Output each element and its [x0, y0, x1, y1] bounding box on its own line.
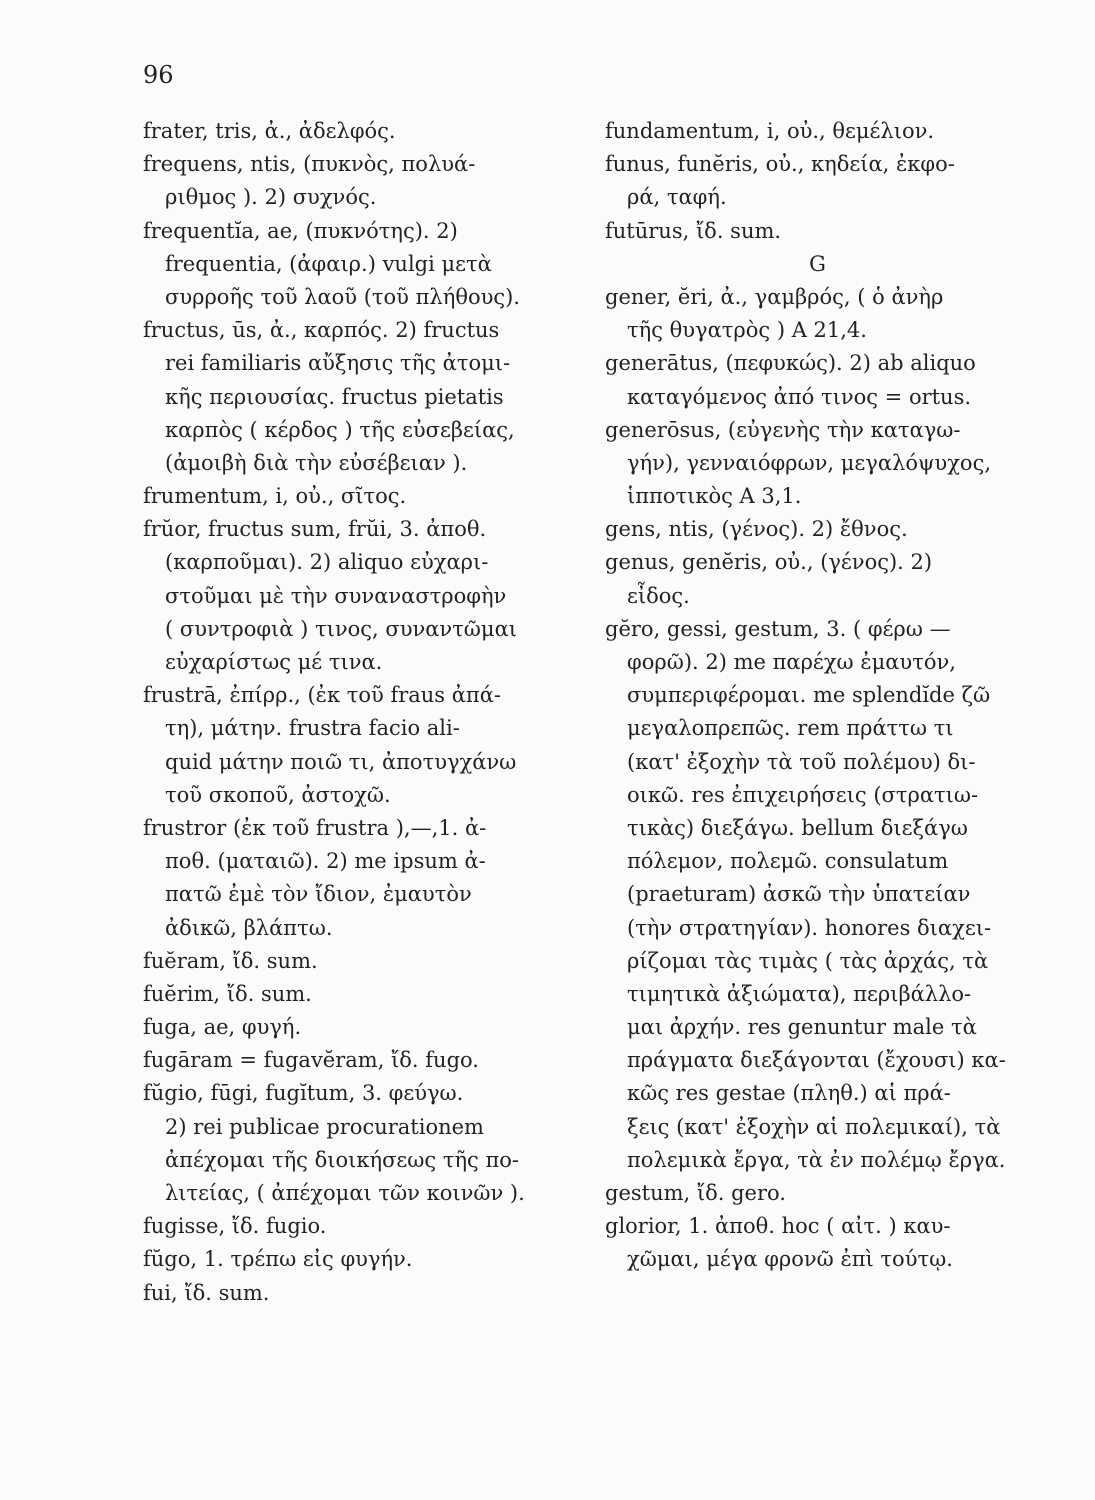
entry-line: quid μάτην ποιῶ τι, ἀποτυγχάνω — [165, 749, 517, 774]
entry-line: (κατ' ἐξοχὴν τὰ τοῦ πολέμου) δι- — [627, 749, 976, 774]
entry-line: generōsus, (εὐγενὴς τὴν καταγω- — [605, 417, 961, 442]
entry-line: οικῶ. res ἐπιχειρήσεις (στρατιω- — [627, 782, 979, 807]
entry-line: τη), μάτην. frustra facio ali- — [165, 716, 460, 741]
entry-line: πράγματα διεξάγονται (ἔχουσι) κα- — [627, 1048, 1006, 1073]
entry-line: λιτείας, ( ἀπέχομαι τῶν κοινῶν ). — [165, 1181, 525, 1205]
entry-line: frequens, ntis, (πυκνὸς, πολυά- — [143, 152, 476, 177]
entry-line: ἀπέχομαι τῆς διοικήσεως τῆς πο- — [165, 1147, 520, 1172]
entry-line: genus, genĕris, οὐ., (γένος). 2) — [605, 550, 933, 575]
entry-line: gĕro, gessi, gestum, 3. ( φέρω — — [605, 616, 951, 641]
entry-line: fui, ἴδ. sum. — [143, 1280, 270, 1305]
entry-line: fŭgo, 1. τρέπω εἰς φυγήν. — [143, 1247, 413, 1272]
entry-line: ἀδικῶ, βλάπτω. — [165, 915, 333, 940]
entry-line: frustrā, ἐπίρρ., (ἐκ τοῦ fraus ἀπά- — [143, 683, 502, 708]
entry-line: τοῦ σκοποῦ, ἀστοχῶ. — [165, 782, 391, 807]
entry-line: εὐχαρίστως μέ τινα. — [165, 650, 383, 674]
entry-line: frŭor, fructus sum, frŭi, 3. ἀποθ. — [143, 517, 487, 542]
right-column — [605, 115, 1030, 1277]
entry-line: γήν), γενναιόφρων, μεγαλόψυχος, — [627, 450, 992, 475]
entry-line: fundamentum, i, οὐ., θεμέλιον. — [605, 119, 935, 143]
entry-line: (τὴν στρατηγίαν). honores διαχει- — [627, 915, 992, 940]
entry-line: 2) rei publicae procurationem — [165, 1114, 484, 1139]
entry-line: generātus, (πεφυκώς). 2) ab aliquo — [605, 351, 976, 376]
entry-line: gener, ĕri, ἀ., γαμβρός, ( ὁ ἀνὴρ — [605, 284, 944, 309]
entry-line: καρπὸς ( κέρδος ) τῆς εὐσεβείας, — [165, 417, 515, 442]
entry-line: fructus, ūs, ἀ., καρπός. 2) fructus — [143, 318, 500, 343]
entry-line: φορῶ). 2) me παρέχω ἐμαυτόν, — [627, 650, 956, 674]
entry-line: τιμητικὰ ἀξιώματα), περιβάλλο- — [627, 981, 972, 1006]
entry-line: πολεμικὰ ἔργα, τὰ ἐν πολέμῳ ἔργα. — [627, 1147, 1006, 1172]
entry-line: (καρποῦμαι). 2) aliquo εὐχαρι- — [165, 550, 489, 575]
entry-line: fugāram = fugavĕram, ἴδ. fugo. — [143, 1048, 479, 1073]
entry-line: κῶς res gestae (πληθ.) αἱ πρά- — [627, 1081, 951, 1106]
entry-line: fuĕrim, ἴδ. sum. — [143, 981, 312, 1006]
entry-line: frumentum, i, οὐ., σῖτος. — [143, 484, 407, 509]
entry-line: κῆς περιουσίας. fructus pietatis — [165, 384, 504, 409]
entry-line: ( συντροφιὰ ) τινος, συναντῶμαι — [165, 616, 517, 641]
entry-line: fuĕram, ἴδ. sum. — [143, 948, 318, 973]
entry-line: ἱπποτικὸς A 3,1. — [627, 484, 802, 509]
entry-line: ρίζομαι τὰς τιμὰς ( τὰς ἀρχάς, τὰ — [627, 948, 989, 973]
entry-line: frequentĭa, ae, (πυκνότης). 2) — [143, 218, 458, 243]
entry-line: gens, ntis, (γένος). 2) ἔθνος. — [605, 517, 908, 542]
entry-line: fuga, ae, φυγή. — [143, 1015, 302, 1040]
page-number: 96 — [143, 61, 174, 89]
entry-line: ρά, ταφή. — [627, 185, 727, 210]
entry-line: χῶμαι, μέγα φρονῶ ἐπὶ τούτῳ. — [627, 1247, 953, 1272]
entry-line: frequentia, (ἀφαιρ.) vulgi μετὰ — [165, 251, 492, 276]
entry-line: fugisse, ἴδ. fugio. — [143, 1214, 327, 1239]
entry-line: (ἀμοιβὴ διὰ τὴν εὐσέβειαν ). — [165, 450, 468, 475]
entry-line: εἶδος. — [627, 583, 690, 608]
section-heading: G — [809, 251, 826, 276]
entry-line: rei familiaris αὔξησις τῆς ἀτομι- — [165, 351, 511, 376]
entry-line: frater, tris, ἀ., ἀδελφός. — [143, 119, 396, 143]
entry-line: funus, funĕris, οὐ., κηδεία, ἐκφο- — [605, 152, 955, 177]
entry-line: τῆς θυγατρὸς ) A 21,4. — [627, 318, 867, 343]
entry-line: πατῶ ἐμὲ τὸν ἴδιον, ἐμαυτὸν — [165, 882, 472, 907]
entry-line: τικὰς) διεξάγω. bellum διεξάγω — [627, 815, 968, 840]
left-column — [143, 115, 573, 1310]
entry-line: futūrus, ἴδ. sum. — [605, 218, 782, 243]
entry-line: καταγόμενος ἀπό τινος = ortus. — [627, 384, 972, 409]
entry-line: στοῦμαι μὲ τὴν συναναστροφὴν — [165, 583, 507, 608]
entry-line: συμπεριφέρομαι. me splendĭde ζῶ — [627, 683, 991, 708]
entry-line: ποθ. (ματαιῶ). 2) me ipsum ἀ- — [165, 849, 486, 874]
entry-line: glorior, 1. ἀποθ. hoc ( αἰτ. ) καυ- — [605, 1214, 951, 1239]
entry-line: πόλεμον, πολεμῶ. consulatum — [627, 849, 949, 874]
entry-line: gestum, ἴδ. gero. — [605, 1181, 786, 1205]
entry-line: συρροῆς τοῦ λαοῦ (τοῦ πλήθους). — [165, 284, 521, 309]
entry-line: μαι ἀρχήν. res genuntur male τὰ — [627, 1015, 977, 1040]
entry-line: (praeturam) ἀσκῶ τὴν ὑπατείαν — [627, 882, 971, 907]
entry-line: fŭgio, fūgi, fugĭtum, 3. φεύγω. — [143, 1081, 464, 1106]
entry-line: frustror (ἐκ τοῦ frustra ),—,1. ἀ- — [143, 815, 487, 840]
entry-line: ξεις (κατ' ἐξοχὴν αἱ πολεμικαί), τὰ — [627, 1114, 1001, 1139]
entry-line: ριθμος ). 2) συχνός. — [165, 185, 377, 210]
entry-line: μεγαλοπρεπῶς. rem πράττω τι — [627, 716, 954, 741]
